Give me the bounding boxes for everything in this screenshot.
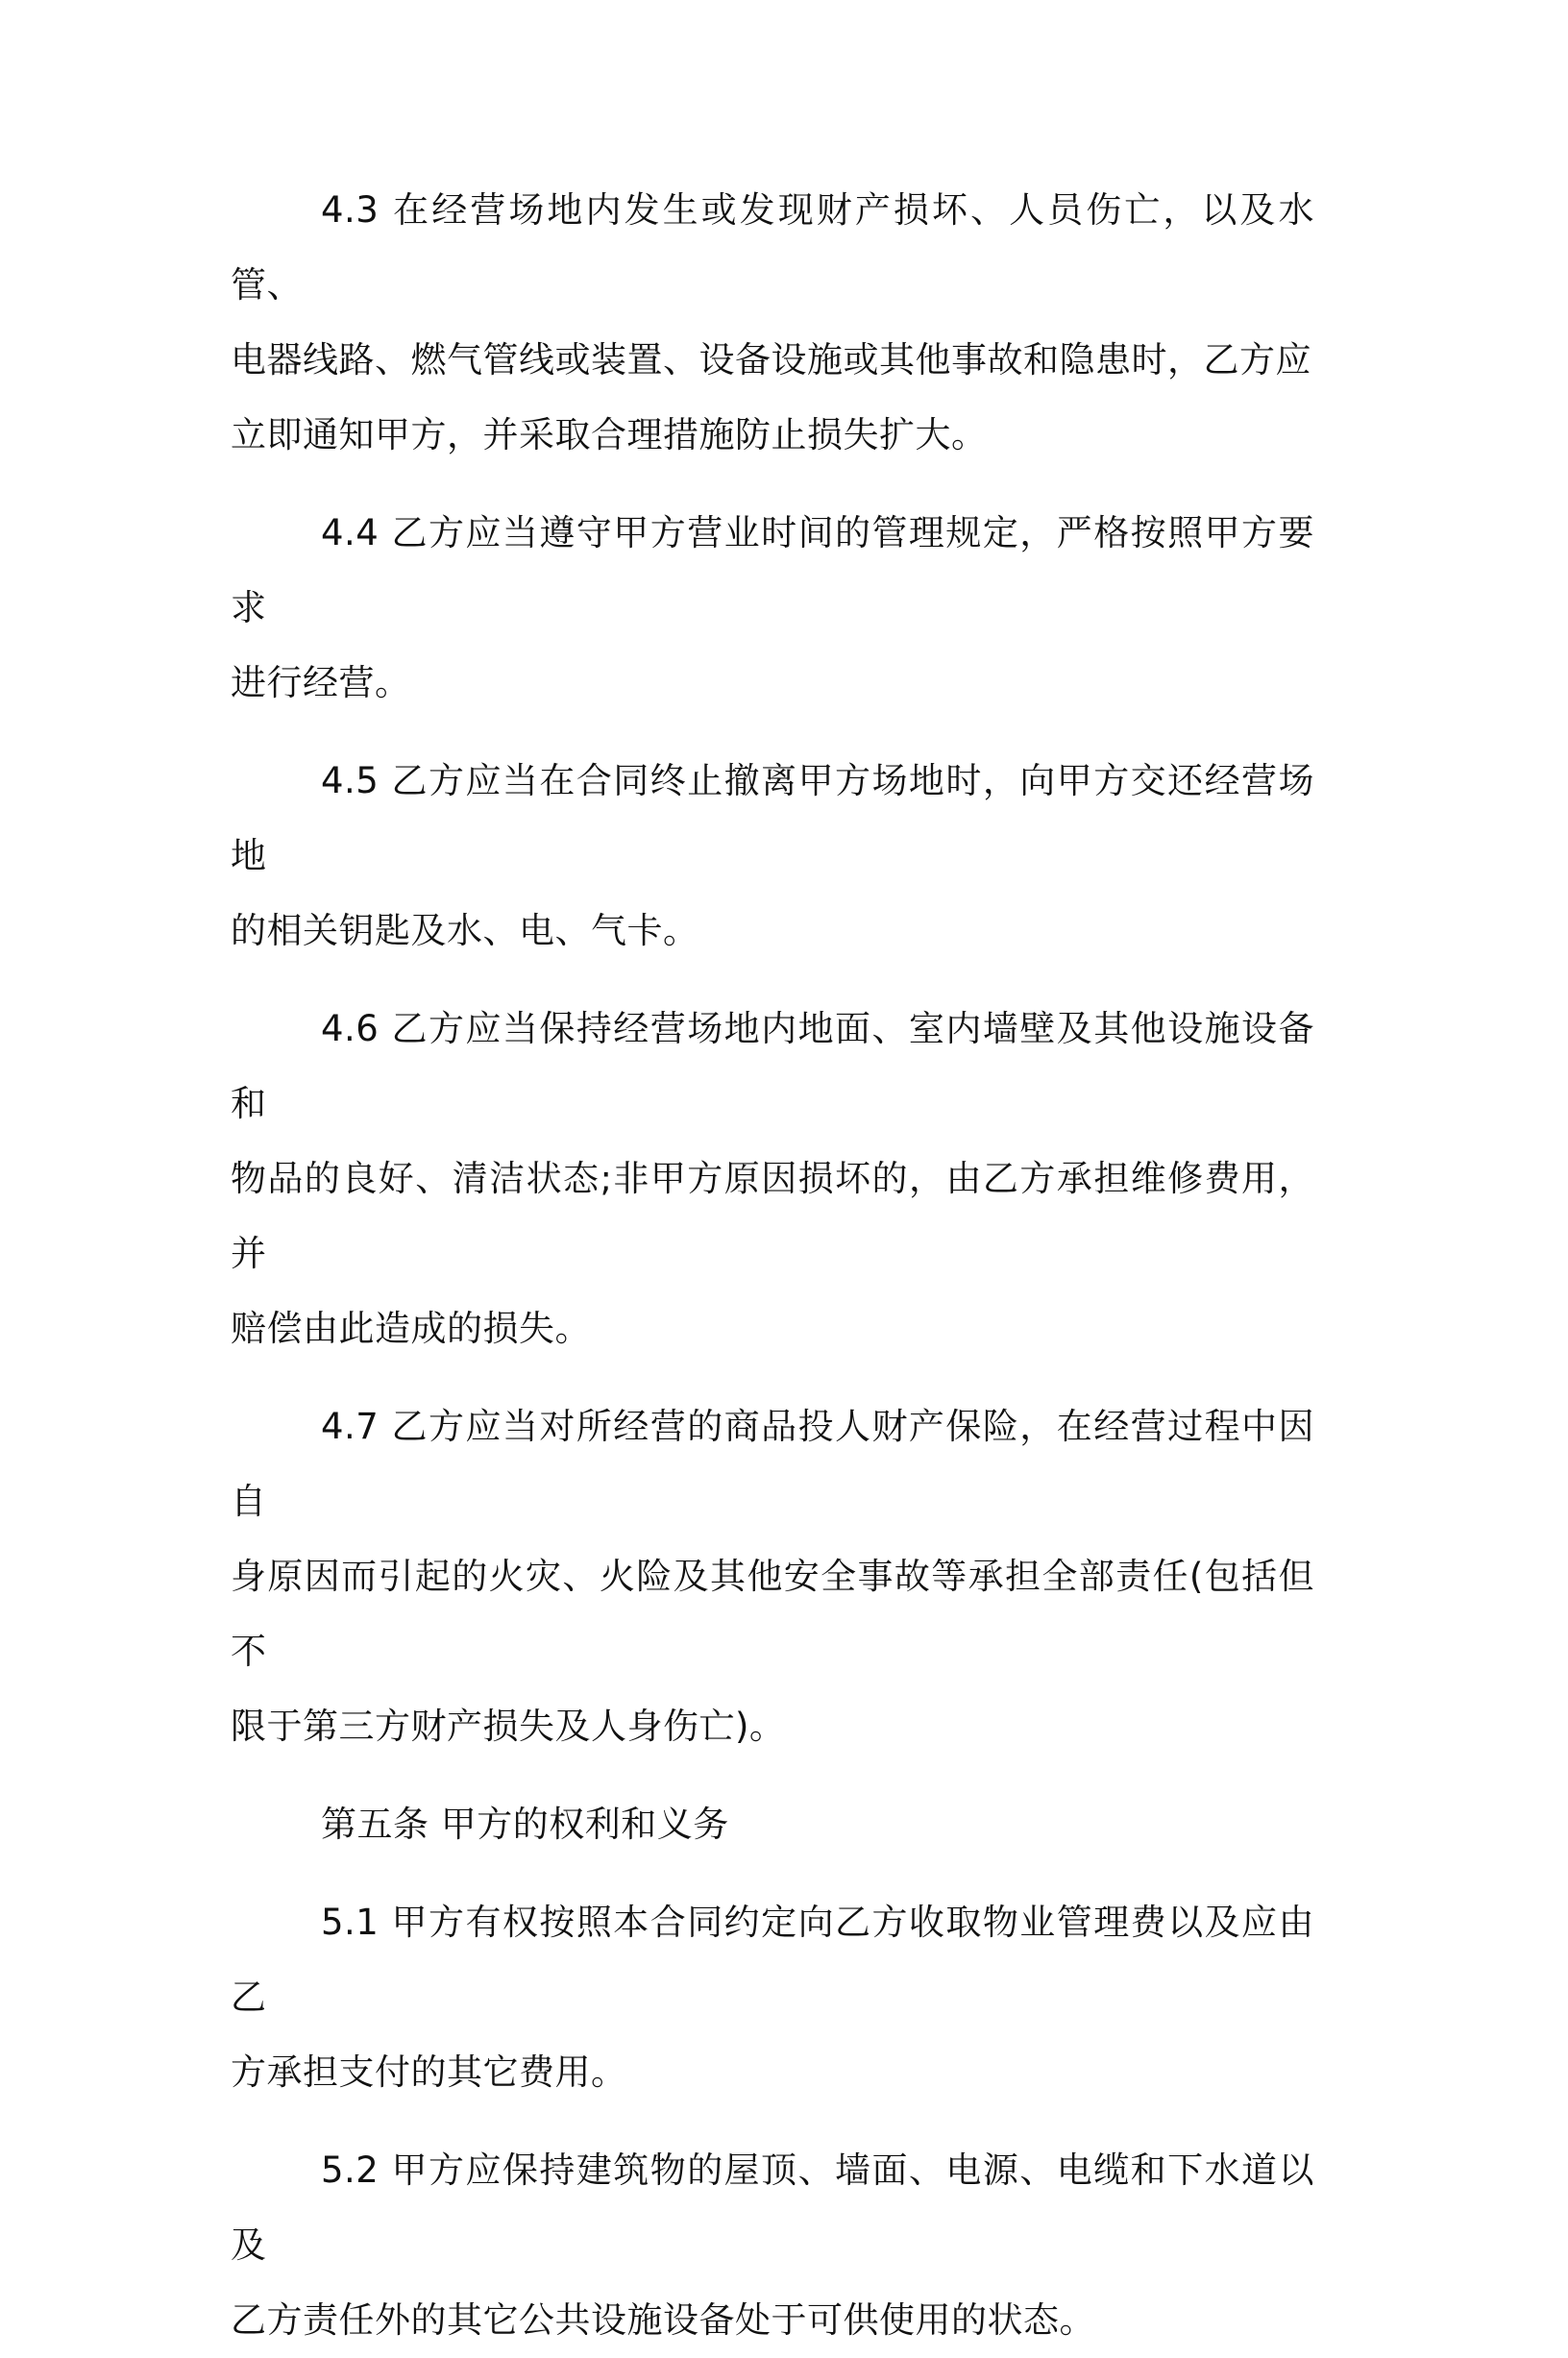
- paragraph-4-6-line-2: 物品的良好、清洁状态;非甲方原因损坏的，由乙方承担维修费用，并: [231, 1158, 1314, 1274]
- paragraph-gap: [231, 2110, 1314, 2133]
- paragraph-5-1-line-1: 5.1 甲方有权按照本合同约定向乙方收取物业管理费以及应由乙: [231, 1902, 1314, 2018]
- paragraph-5-2-line-2: 乙方责任外的其它公共设施设备处于可供使用的状态。: [231, 2299, 1095, 2341]
- paragraph-4-5: [231, 744, 1314, 969]
- section-heading: 第五条 甲方的权利和义务: [321, 1804, 729, 1845]
- paragraph-4-7: [231, 1389, 1314, 1764]
- paragraph-4-3: [231, 173, 1314, 473]
- paragraph-4-5-line-1: 4.5 乙方应当在合同终止撤离甲方场地时，向甲方交还经营场地: [231, 760, 1314, 876]
- paragraph-4-4-line-1: 4.4 乙方应当遵守甲方营业时间的管理规定，严格按照甲方要求: [231, 512, 1314, 628]
- paragraph-gap: [231, 969, 1314, 992]
- paragraph-4-7-line-1: 4.7 乙方应当对所经营的商品投人财产保险，在经营过程中因自: [231, 1406, 1314, 1522]
- paragraph-4-6: [231, 992, 1314, 1366]
- paragraph-4-3-line-3: 立即通知甲方，并采取合理措施防止损失扩大。: [231, 414, 988, 455]
- paragraph-5-1-line-2: 方承担支付的其它费用。: [231, 2051, 627, 2093]
- paragraph-gap: [231, 1764, 1314, 1787]
- paragraph-4-6-line-3: 赔偿由此造成的损失。: [231, 1308, 591, 1349]
- document-page: [231, 173, 1314, 2358]
- paragraph-4-4: [231, 496, 1314, 721]
- paragraph-4-3-line-2: 电器线路、燃气管线或装置、设备设施或其他事故和隐患时，乙方应: [231, 339, 1311, 381]
- paragraph-4-7-line-2: 身原因而引起的火灾、火险及其他安全事故等承担全部责任(包括但不: [231, 1556, 1314, 1672]
- paragraph-4-3-line-1: 4.3 在经营场地内发生或发现财产损坏、人员伤亡，以及水管、: [231, 189, 1314, 306]
- paragraph-4-5-line-2: 的相关钥匙及水、电、气卡。: [231, 910, 699, 951]
- paragraph-5-2: [231, 2133, 1314, 2358]
- paragraph-5-1: [231, 1885, 1314, 2110]
- paragraph-gap: [231, 1862, 1314, 1885]
- paragraph-gap: [231, 721, 1314, 744]
- paragraph-4-7-line-3: 限于第三方财产损失及人身伤亡)。: [231, 1706, 786, 1747]
- paragraph-gap: [231, 473, 1314, 496]
- paragraph-5-2-line-1: 5.2 甲方应保持建筑物的屋顶、墙面、电源、电缆和下水道以及: [231, 2149, 1314, 2266]
- paragraph-4-6-line-1: 4.6 乙方应当保持经营场地内地面、室内墙壁及其他设施设备和: [231, 1008, 1314, 1124]
- paragraph-4-4-line-2: 进行经营。: [231, 662, 411, 703]
- paragraph-gap: [231, 1366, 1314, 1389]
